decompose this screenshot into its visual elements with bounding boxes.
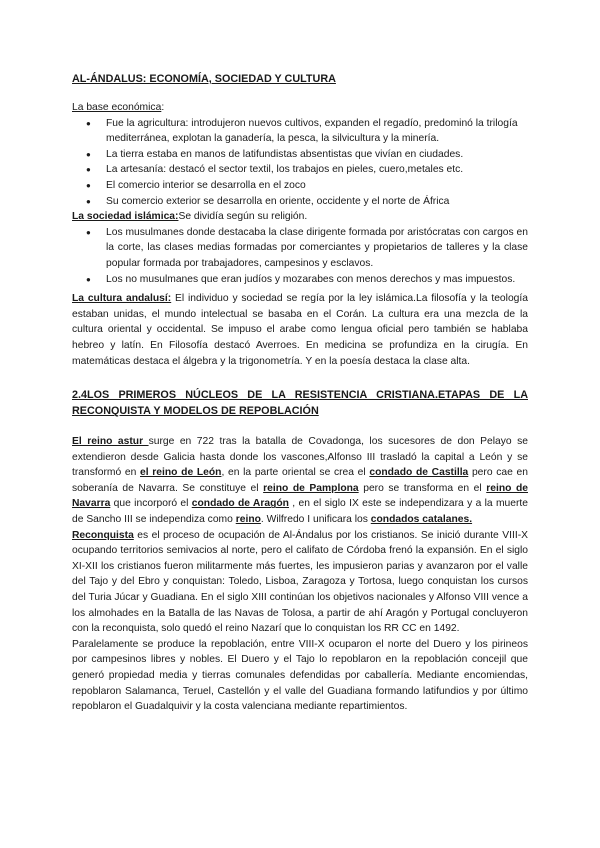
- cultura-heading: La cultura andalusí:: [72, 293, 172, 305]
- list-item: ● Los no musulmanes que eran judíos y mozarabes con menos derechos y mas impuestos.: [106, 272, 528, 288]
- cultura-text: El individuo y sociedad se regía por la ley islámica.La filosofía y la teología estaban unidas, el mundo intelectual se basaba en el Corán. La cultura era una mezcla de la cultura oriental y occidental. Se impuso el arabe como lengua oficial pero también se hablaba hebreo y latín. En Filosofía destacó Averroes. En medicina se profundiza en la cirugía. En matemáticas destaca el álgebra y la trigonometría. Y en la poesía destaca la clase alta.: [72, 293, 528, 367]
- section1-title: AL-ÁNDALUS: ECONOMÍA, SOCIEDAD Y CULTURA: [72, 73, 336, 85]
- list-item: ● El comercio interior se desarrolla en el zoco: [106, 178, 528, 194]
- sociedad-list: [72, 225, 528, 287]
- sociedad-heading: La sociedad islámica:: [72, 211, 179, 223]
- cultura-paragraph: [72, 291, 528, 369]
- list-item: ● Su comercio exterior se desarrolla en oriente, occidente y el norte de África: [106, 194, 528, 210]
- list-item: ● La tierra estaba en manos de latifundistas absentistas que vivían en ciudades.: [106, 147, 528, 163]
- economia-heading: La base económica: [72, 102, 162, 113]
- repoblacion-paragraph: Paralelamente se produce la repoblación, entre VIII-X ocuparon el norte del Duero y los pirineos por campesinos libres y nobles. El Duero y el Tajo lo repoblaron en la repoblación concejil que generó propiedad media y tierras comunales defendidas por caballería. Mediante encomiendas, repoblaron Salamanca, Teruel, Castellón y el valle del Guadiana formando latifundios y por último repoblaron el Guadalquivir y la costa valenciana mediante repartimientos.: [72, 638, 528, 713]
- reinos-paragraph: El reino astur surge en 722 tras la batalla de Covadonga, los sucesores de don Pelayo se extendieron desde Galicia hasta donde los vascones,Alfonso III trasladó la capital a León y se transformó en el reino de León, en la parte oriental se crea el condado de Castilla pero cae en soberanía de Navarra. Se constituye el reino de Pamplona pero se transforma en el reino de Navarra que incorporó el condado de Aragón , en el siglo IX este se independizara y a la muerte de Sancho III se independiza como reino. Wilfredo I unificara los condados catalanes.: [72, 436, 528, 526]
- section2-title: 2.4LOS PRIMEROS NÚCLEOS DE LA RESISTENCIA CRISTIANA.ETAPAS DE LA RECONQUISTA Y MODELOS DE REPOBLACIÓN: [72, 389, 528, 418]
- list-item: ● Fue la agricultura: introdujeron nuevos cultivos, expanden el regadío, predominó la trilogía mediterránea, explotan la ganadería, la pesca, la silvicultura y la minería.: [106, 116, 528, 147]
- economia-heading-line: La base económica:: [72, 102, 165, 113]
- list-item: ● Los musulmanes donde destacaba la clase dirigente formada por aristócratas con cargos en la corte, las clases medias formadas por comerciantes y propietarios de talleres y la clase popular formada por trabajadores, campesinos y esclavos.: [106, 225, 528, 272]
- sociedad-line: [72, 209, 528, 225]
- document-content: [72, 72, 528, 715]
- economia-list: [72, 116, 528, 210]
- sociedad-text: Se dividía según su religión.: [178, 211, 308, 223]
- reconquista-paragraph: Reconquista es el proceso de ocupación de Al-Ándalus por los cristianos. Se inició durante VIII-X ocupando territorios semivacios al norte, pero el califato de Córdoba frenó la expansión. En el siglo XI-XII los cristianos fueron militarmente más fuertes, les impusieron parias y avanzaron por el valle del Tajo y del Ebro y conquistan: Toledo, Lisboa, Zaragoza y Tortosa, luego conquistan los cursos del Turia Júcar y Guadiana. En el siglo XIII continúan los objetivos nacionales y Alfonso VIII vence a los almohades en la Batalla de las Navas de Tolosa, a partir de ahí Aragón y Portugal concluyeron con la reconquista, solo quedó el reino Nazarí que lo conquistan los RR CC en 1492.: [72, 529, 528, 635]
- list-item: ● La artesanía: destacó el sector textil, los trabajos en pieles, cuero,metales etc.: [106, 162, 528, 178]
